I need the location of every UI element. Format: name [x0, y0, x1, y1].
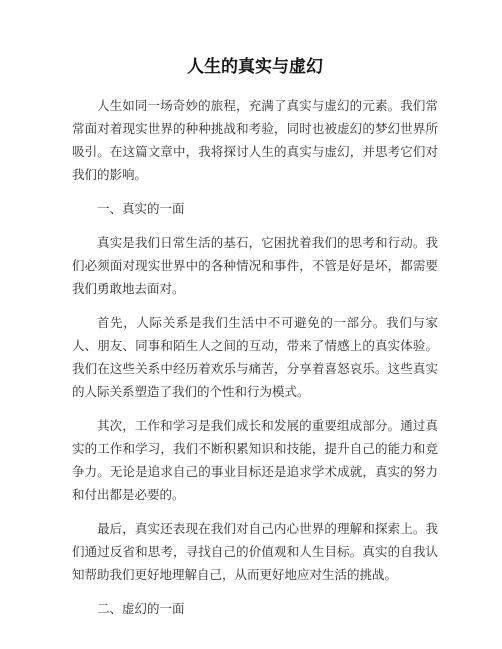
section-heading-illusion: 二、虚幻的一面 [97, 601, 185, 616]
body-paragraph: 最后，真实还表现在我们对自己内心世界的理解和探索上。我们通过反省和思考，寻找自己的价值观和人生目标。真实的自我认知帮助我们更好地理解自己，从而更好地应对生活的挑战。 [72, 521, 438, 582]
body-paragraph: 其次，工作和学习是我们成长和发展的重要组成部分。通过真实的工作和学习，我们不断积累知识和技能，提升自己的能力和竞争力。无论是追求自己的事业目标还是追求学术成就，真实的努力和付出都是必要的。 [72, 418, 438, 502]
section-heading-real: 一、真实的一面 [97, 201, 185, 216]
body-paragraph: 真实是我们日常生活的基石，它困扰着我们的思考和行动。我们必须面对现实世界中的各种情况和事件，不管是好是坏，都需要我们勇敢地去面对。 [72, 235, 438, 296]
body-paragraph: 首先，人际关系是我们生活中不可避免的一部分。我们与家人、朋友、同事和陌生人之间的互动，带来了情感上的真实体验。我们在这些关系中经历着欢乐与痛苦，分享着喜怒哀乐。这些真实的人际关系塑造了我们的个性和行为模式。 [72, 315, 438, 399]
document-title: 人生的真实与虚幻 [187, 57, 323, 77]
intro-paragraph: 人生如同一场奇妙的旅程，充满了真实与虚幻的元素。我们常常面对着现实世界的种种挑战和考验，同时也被虚幻的梦幻世界所吸引。在这篇文章中，我将探讨人生的真实与虚幻，并思考它们对我们的影响。 [72, 98, 438, 182]
